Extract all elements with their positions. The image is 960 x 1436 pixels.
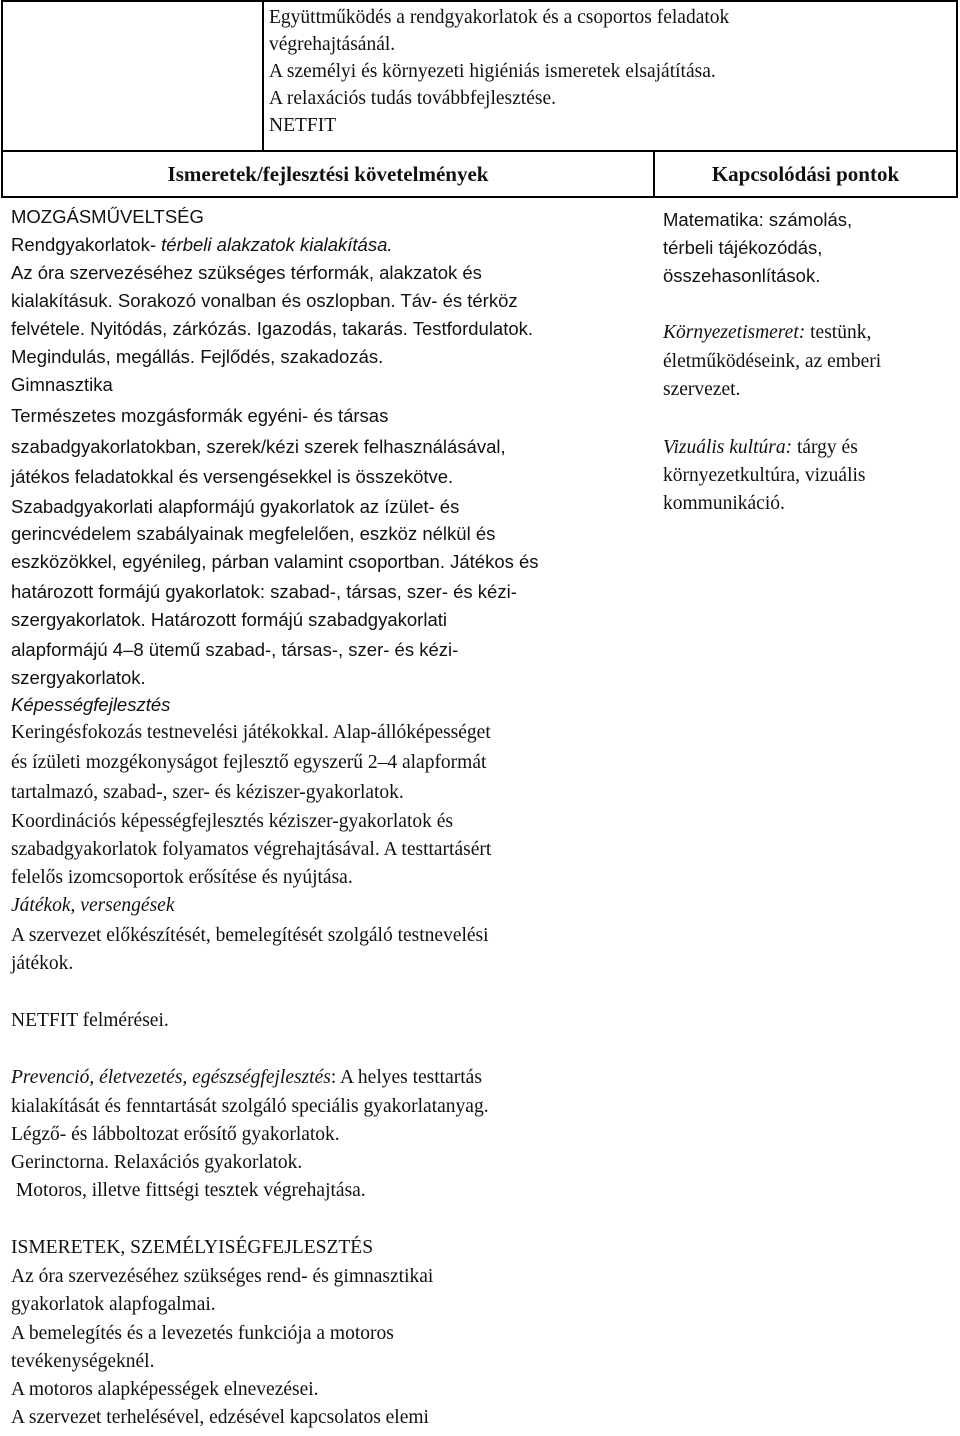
text-line: szabadgyakorlatokban, szerek/kézi szerek felhasználásával, (11, 436, 506, 457)
text-line (11, 231, 393, 259)
subheading-gimnasztika: Gimnasztika (11, 374, 113, 395)
text-run-italic: Környezetismeret: (663, 322, 806, 343)
connection-line: összehasonlítások. (663, 265, 821, 286)
text-line: Megindulás, megállás. Fejlődés, szakadozás. (11, 346, 384, 367)
table-border-top (1, 0, 958, 2)
header-requirements: Ismeretek/fejlesztési követelmények (167, 162, 489, 186)
top-cell-line: Együttműködés a rendgyakorlatok és a csoportos feladatok (269, 7, 730, 28)
text-run-italic: térbeli alakzatok kialakítása. (161, 234, 393, 255)
connection-line: térbeli tájékozódás, (663, 237, 823, 258)
text-run: tárgy és (792, 437, 858, 458)
table-border-left (1, 0, 3, 152)
subheading-jatekok (11, 892, 174, 920)
text-line: Szabadgyakorlati alapformájú gyakorlatok az ízület- és (11, 496, 460, 517)
text-line: felelős izomcsoportok erősítése és nyújtása. (11, 867, 353, 888)
connection-line: Matematika: számolás, (663, 209, 853, 230)
text-run-italic: Játékok, versengések (11, 895, 175, 916)
connection-line: szervezet. (663, 379, 741, 400)
text-line: játékos feladatokkal és versengésekkel is összekötve. (11, 466, 454, 487)
table-border-right (956, 0, 958, 152)
text-line: Légző- és lábboltozat erősítő gyakorlatok. (11, 1124, 340, 1145)
text-line: szabadgyakorlatok folyamatos végrehajtásával. A testtartásért (11, 839, 492, 860)
text-line: Motoros, illetve fittségi tesztek végrehajtása. (11, 1180, 366, 1201)
text-line: Természetes mozgásformák egyéni- és társas (11, 405, 389, 426)
text-line: gyakorlatok alapfogalmai. (11, 1294, 216, 1315)
text-line: A szervezet előkészítését, bemelegítését szolgáló testnevelési (11, 925, 489, 946)
connection-line (663, 434, 858, 462)
text-line: kialakításuk. Sorakozó vonalban és oszlopban. Táv- és térköz (11, 290, 518, 311)
top-cell-line: A személyi és környezeti higiéniás ismeretek elsajátítása. (269, 61, 716, 82)
text-run-italic: Vizuális kultúra: (663, 437, 793, 458)
header-connections: Kapcsolódási pontok (711, 162, 900, 186)
text-run: : A helyes testtartás (330, 1067, 482, 1088)
text-line: szergyakorlatok. Határozott formájú szabadgyakorlati (11, 609, 447, 630)
section-title-ismeretek: ISMERETEK, SZEMÉLYISÉGFEJLESZTÉS (11, 1237, 374, 1258)
row-divider-2 (1, 196, 958, 198)
subheading-kepessegfejlesztes (11, 691, 170, 719)
top-cell-line: NETFIT (269, 115, 337, 136)
text-run: testünk, (805, 322, 872, 343)
text-line: kialakítását és fenntartását szolgáló speciális gyakorlatanyag. (11, 1096, 489, 1117)
text-line: Gerinctorna. Relaxációs gyakorlatok. (11, 1152, 303, 1173)
text-line: A szervezet terhelésével, edzésével kapcsolatos elemi (11, 1407, 429, 1428)
top-cell-divider (262, 0, 264, 152)
text-line: tartalmazó, szabad-, szer- és kéziszer-gyakorlatok. (11, 782, 404, 803)
text-line: alapformájú 4‒8 ütemű szabad-, társas-, szer- és kézi- (11, 639, 459, 660)
text-line: A motoros alapképességek elnevezései. (11, 1379, 319, 1400)
text-line: eszközökkel, egyénileg, párban valamint csoportban. Játékos és (11, 551, 539, 572)
text-run: Rendgyakorlatok- (11, 234, 162, 255)
text-run-italic: Képességfejlesztés (11, 694, 171, 715)
text-line: Keringésfokozás testnevelési játékokkal. Alap-állóképességet (11, 722, 491, 743)
text-line: Az óra szervezéséhez szükséges térformák, alakzatok és (11, 262, 482, 283)
text-line-netfit: NETFIT felmérései. (11, 1010, 169, 1031)
connection-line: életműködéseink, az emberi (663, 351, 882, 372)
text-line: és ízületi mozgékonyságot fejlesztő egyszerű 2‒4 alapformát (11, 752, 487, 773)
top-cell-line: A relaxációs tudás továbbfejlesztése. (269, 88, 556, 109)
text-run-italic: Prevenció, életvezetés, egészségfejlesztés (11, 1067, 331, 1088)
header-border-right (956, 150, 958, 198)
text-line: tevékenységeknél. (11, 1351, 155, 1372)
connection-line: kommunikáció. (663, 493, 785, 514)
text-line: felvétele. Nyitódás, zárkózás. Igazodás, takarás. Testfordulatok. (11, 318, 534, 339)
text-line: szergyakorlatok. (11, 667, 146, 688)
row-divider-1 (1, 150, 958, 152)
connection-line (663, 319, 871, 347)
text-line: Koordinációs képességfejlesztés kéziszer-gyakorlatok és (11, 811, 453, 832)
top-cell-line: végrehajtásánál. (269, 34, 396, 55)
text-line: határozott formájú gyakorlatok: szabad-, társas, szer- és kézi- (11, 581, 517, 602)
text-line: Az óra szervezéséhez szükséges rend- és gimnasztikai (11, 1266, 434, 1287)
curriculum-table (1, 0, 958, 1436)
section-title-mozgasmuveltseg: MOZGÁSMŰVELTSÉG (11, 206, 204, 227)
connection-line: környezetkultúra, vizuális (663, 465, 866, 486)
text-line: játékok. (11, 953, 74, 974)
text-line: A bemelegítés és a levezetés funkciója a motoros (11, 1323, 394, 1344)
text-line: gerincvédelem szabályainak megfelelően, eszköz nélkül és (11, 523, 496, 544)
text-line (11, 1064, 482, 1092)
